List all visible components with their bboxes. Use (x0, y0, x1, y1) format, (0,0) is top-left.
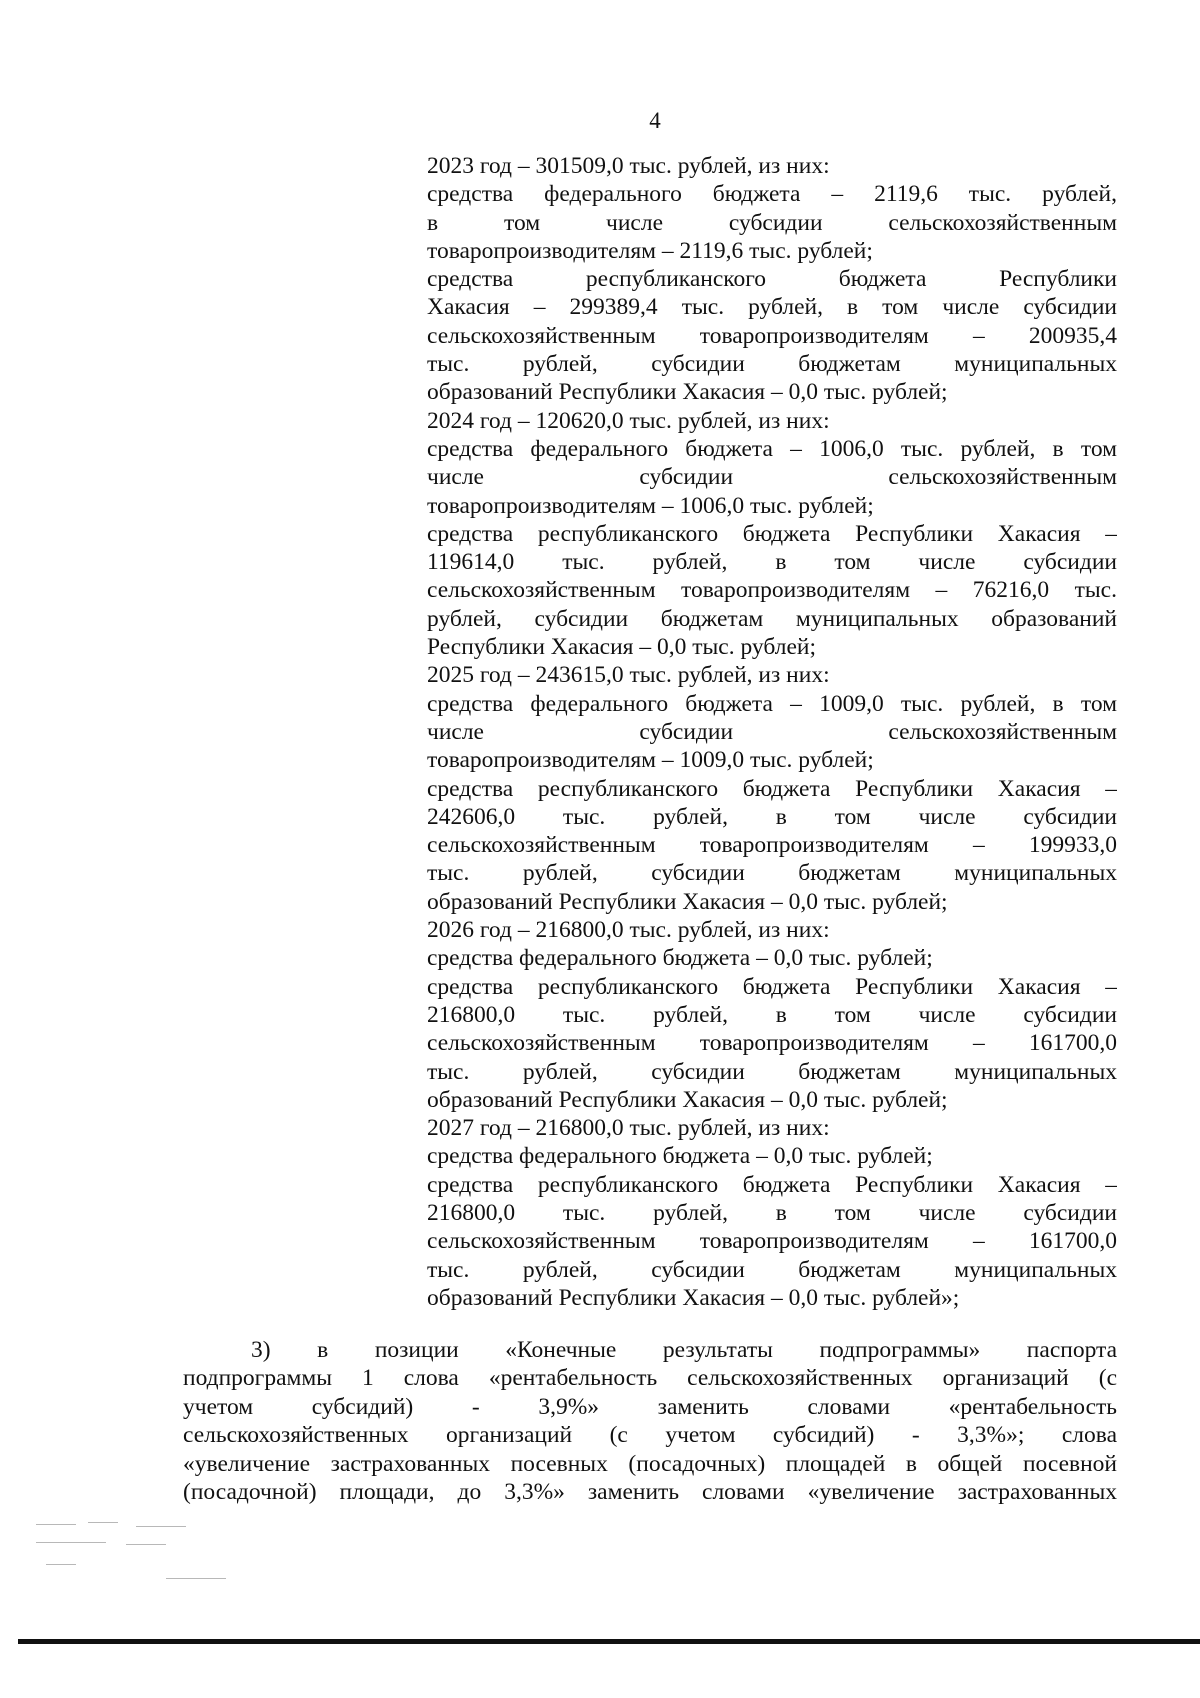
funding-line: средства федерального бюджета – 0,0 тыс. рублей; (427, 945, 933, 972)
paragraph-line: сельскохозяйственных организаций (с учетом субсидий) - 3,3%»; слова (183, 1422, 1117, 1449)
funding-line: образований Республики Хакасия – 0,0 тыс. рублей; (427, 379, 948, 406)
funding-line: образований Республики Хакасия – 0,0 тыс. рублей; (427, 1086, 948, 1113)
paragraph-line: «увеличение застрахованных посевных (посадочных) площадей в общей посевной (183, 1450, 1117, 1477)
funding-line: товаропроизводителям – 2119,6 тыс. рублей; (427, 237, 873, 264)
funding-line: рублей, субсидии бюджетам муниципальных образований (427, 605, 1117, 632)
funding-line: сельскохозяйственным товаропроизводителям – 161700,0 (427, 1228, 1117, 1255)
paragraph-line: 3) в позиции «Конечные результаты подпрограммы» паспорта (251, 1337, 1117, 1363)
funding-line: 216800,0 тыс. рублей, в том числе субсидии (427, 1199, 1117, 1226)
funding-line: образований Республики Хакасия – 0,0 тыс. рублей»; (427, 1284, 960, 1311)
funding-line: 242606,0 тыс. рублей, в том числе субсидии (427, 803, 1117, 830)
funding-line: средства федерального бюджета – 0,0 тыс. рублей; (427, 1143, 933, 1170)
funding-line: сельскохозяйственным товаропроизводителям – 200935,4 (427, 322, 1117, 349)
funding-line: числе субсидии сельскохозяйственным (427, 718, 1117, 745)
funding-line: тыс. рублей, субсидии бюджетам муниципальных (427, 1058, 1117, 1085)
funding-line: в том числе субсидии сельскохозяйственным (427, 209, 1117, 236)
funding-line: 216800,0 тыс. рублей, в том числе субсидии (427, 1001, 1117, 1028)
funding-line: Республики Хакасия – 0,0 тыс. рублей; (427, 634, 816, 661)
funding-line: 2023 год – 301509,0 тыс. рублей, из них: (427, 153, 830, 179)
funding-line: тыс. рублей, субсидии бюджетам муниципальных (427, 860, 1117, 887)
funding-line: 2025 год – 243615,0 тыс. рублей, из них: (427, 662, 830, 689)
funding-line: сельскохозяйственным товаропроизводителям – 199933,0 (427, 832, 1117, 859)
funding-line: тыс. рублей, субсидии бюджетам муниципальных (427, 1256, 1117, 1283)
funding-line: средства республиканского бюджета Республики Хакасия – (427, 520, 1117, 547)
funding-line: 2026 год – 216800,0 тыс. рублей, из них: (427, 917, 830, 944)
funding-line: средства республиканского бюджета Республики (427, 266, 1117, 293)
bottom-rule (18, 1639, 1200, 1644)
paragraph-line: учетом субсидий) - 3,9%» заменить словами «рентабельность (183, 1393, 1117, 1420)
funding-line: товаропроизводителям – 1009,0 тыс. рублей; (427, 747, 874, 774)
funding-line: 2027 год – 216800,0 тыс. рублей, из них: (427, 1115, 830, 1142)
funding-line: средства федерального бюджета – 2119,6 тыс. рублей, (427, 181, 1117, 208)
funding-line: 2024 год – 120620,0 тыс. рублей, из них: (427, 407, 830, 434)
paragraph-line: подпрограммы 1 слова «рентабельность сельскохозяйственных организаций (с (183, 1365, 1117, 1392)
amendment-paragraph (183, 1336, 1117, 1506)
funding-line: сельскохозяйственным товаропроизводителям – 161700,0 (427, 1030, 1117, 1057)
funding-line: средства федерального бюджета – 1009,0 тыс. рублей, в том (427, 690, 1117, 717)
scan-noise (36, 1520, 246, 1590)
funding-line: средства федерального бюджета – 1006,0 тыс. рублей, в том (427, 435, 1117, 462)
funding-line: средства республиканского бюджета Республики Хакасия – (427, 973, 1117, 1000)
funding-line: числе субсидии сельскохозяйственным (427, 464, 1117, 491)
funding-line: тыс. рублей, субсидии бюджетам муниципальных (427, 351, 1117, 378)
page-number: 4 (649, 108, 661, 133)
funding-line: Хакасия – 299389,4 тыс. рублей, в том числе субсидии (427, 294, 1117, 321)
funding-line: средства республиканского бюджета Республики Хакасия – (427, 1171, 1117, 1198)
funding-line: средства республиканского бюджета Республики Хакасия – (427, 775, 1117, 802)
funding-line: 119614,0 тыс. рублей, в том числе субсидии (427, 549, 1117, 576)
paragraph-line: (посадочной) площади, до 3,3%» заменить словами «увеличение застрахованных (183, 1478, 1117, 1505)
funding-line: сельскохозяйственным товаропроизводителям – 76216,0 тыс. (427, 577, 1117, 604)
funding-line: товаропроизводителям – 1006,0 тыс. рублей; (427, 492, 874, 519)
funding-breakdown-block (427, 152, 1117, 1312)
funding-line: образований Республики Хакасия – 0,0 тыс. рублей; (427, 888, 948, 915)
